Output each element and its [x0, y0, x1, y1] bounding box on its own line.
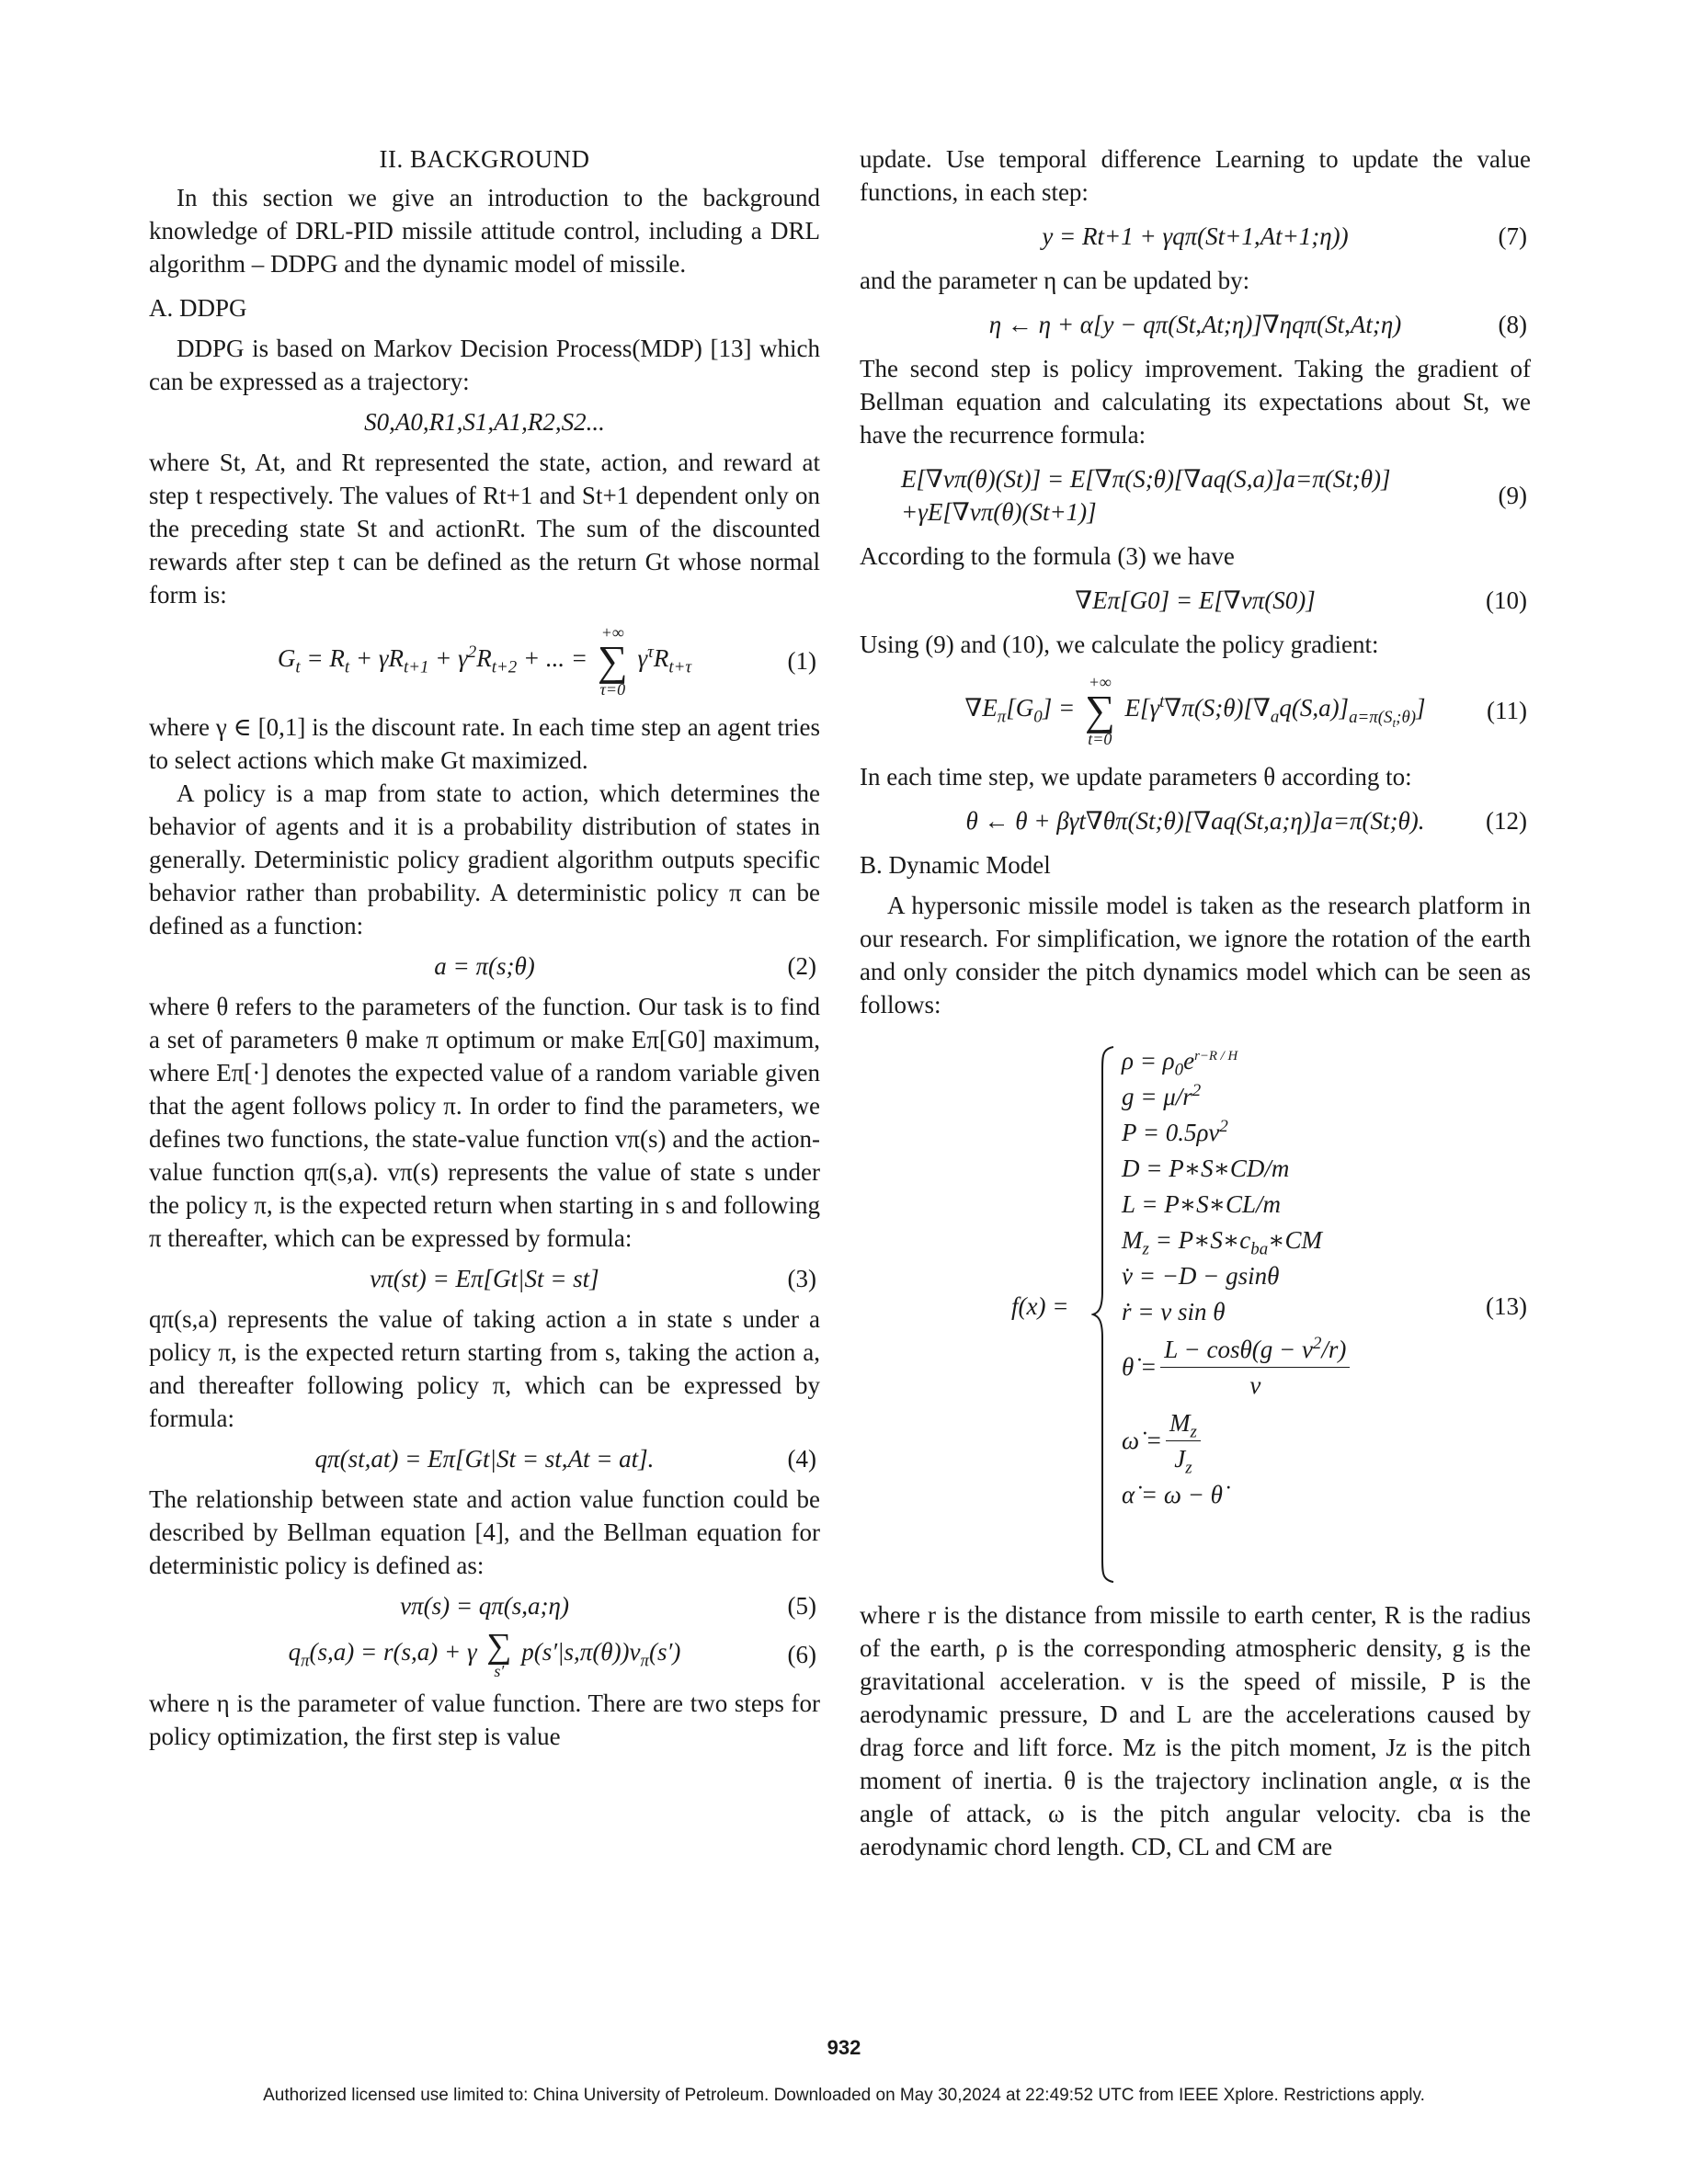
row-rdot: ṙ = v sin θ [1122, 1298, 1226, 1325]
left-column [149, 142, 820, 1753]
equation-5: vπ(s) = qπ(s,a;η) (5) [149, 1589, 820, 1622]
equation-1 [149, 624, 820, 698]
trajectory-equation: S0,A0,R1,S1,A1,R2,S2... [364, 408, 605, 436]
equation-1-body: $G_t = R_t + \gamma R_{t+1} + \gamma^2R_{t+2}$ + ... = +∞ ∑ τ=0 $\gamma^\tau R_{t+\tau}$ [277, 623, 692, 699]
theta-paragraph: where θ refers to the parameters of the function. Our task is to find a set of parameters θ make π optimum or make Eπ[G0] maximum, where Eπ[·] denotes the expected value of a random variable given that the agent follows policy π. In order to find the parameters, we defines two functions, the state-value function vπ(s) and the action-value function qπ(s,a). vπ(s) represents the value of state s under the policy π, is the expected return when starting in s and following π thereafter, which can be expressed by formula: [149, 993, 820, 1252]
equation-4: qπ(st,at) = Eπ[Gt|St = st,At = at]. (4) [149, 1442, 820, 1475]
right-column [860, 142, 1531, 1863]
second-step-paragraph: The second step is policy improvement. Taking the gradient of Bellman equation and calculating its expectations about St, we have the recurrence formula: [860, 355, 1531, 449]
row-g: $g = \mu/r^2$ [1122, 1081, 1202, 1110]
equation-3-number: (3) [787, 1265, 816, 1292]
row-rho: $\rho = \rho_0e^{r-R / H}$ [1122, 1047, 1238, 1080]
row-mz: $M_z$ = $P∗S∗c_{ba}∗CM$ [1122, 1226, 1323, 1259]
bellman-paragraph: The relationship between state and action value function could be described by Bellman equation [4], and the Bellman equation for deterministic policy is defined as: [149, 1485, 820, 1579]
equation-11 [860, 674, 1531, 747]
equation-13-lhs: f(x) = [1011, 1292, 1069, 1320]
equation-10-number: (10) [1486, 586, 1527, 614]
missile-paragraph: A hypersonic missile model is taken as the research platform in our research. For simplification, we ignore the rotation of the earth and only consider the pitch dynamics model which can be seen as follows: [860, 892, 1531, 1018]
policy-paragraph: A policy is a map from state to action, which determines the behavior of agents and it is a probability distribution of states in generally. Deterministic policy gradient algorithm outputs specific behavior rather than probability. A deterministic policy π can be defined as a function: [149, 779, 820, 939]
equation-13-rows [1122, 1043, 1353, 1513]
equation-7-number: (7) [1498, 222, 1527, 250]
states-paragraph: where St, At, and Rt represented the state, action, and reward at step t respectively. The values of Rt+1 and St+1 dependent only on the preceding state St and actionRt. The sum of the discounted rewards after step t can be defined as the return Gt whose normal form is: [149, 449, 820, 609]
equation-6-number: (6) [787, 1641, 816, 1668]
equation-9-line-2: +γE[∇vπ(θ)(St+1)] [901, 498, 1097, 526]
equation-8-number: (8) [1498, 311, 1527, 338]
section-title: II. BACKGROUND [379, 145, 590, 173]
intro-paragraph: In this section we give an introduction to the background knowledge of DRL-PID missile attitude control, including a DRL algorithm – DDPG and the dynamic model of missile. [149, 184, 820, 278]
equation-8: η ← η + α[y − qπ(St,At;η)]∇ηqπ(St,At;η) (8) [860, 308, 1531, 341]
row-thetadot: θ̇ = $\frac{L - \cos\theta(g - v^2/r)}{v}$ [1122, 1330, 1353, 1404]
row-omegadot: ω̇ = $\frac{M_z}{J_z}$ [1122, 1404, 1353, 1477]
equation-13-number: (13) [1486, 1292, 1527, 1320]
equation-5-number: (5) [787, 1592, 816, 1620]
equation-9-number: (9) [1498, 482, 1527, 509]
equation-10: ∇Eπ[G0] = E[∇vπ(S0)] (10) [860, 584, 1531, 617]
equation-2-number: (2) [787, 952, 816, 980]
equation-6 [149, 1627, 820, 1680]
gamma-paragraph: where γ ∈ [0,1] is the discount rate. In each time step an agent tries to select actions which make Gt maximized. [149, 713, 820, 774]
equation-9-line-1: E[∇vπ(θ)(St)] = E[∇π(S;θ)[∇aq(S,a)]a=π(St;θ)] [901, 465, 1391, 493]
row-alphadot: α̇ = ω − θ̇ [1122, 1481, 1223, 1508]
mdp-paragraph: DDPG is based on Markov Decision Process(MDP) [13] which can be expressed as a trajectory: [149, 335, 820, 395]
equation-6-body: $q_\pi(s,a) = r(s,a) + \gamma$ ∑ s′ $p(s'|s,\pi(\theta))v_\pi(s')$ [288, 1627, 681, 1680]
equation-12: θ ← θ + βγt∇θπ(St;θ)[∇aq(St,a;η)]a=π(St;θ). (12) [860, 804, 1531, 837]
each-step-paragraph: In each time step, we update parameters θ according to: [860, 763, 1412, 791]
subsection-title-ddpg: A. DDPG [149, 294, 247, 322]
equation-13 [860, 1043, 1531, 1586]
subsection-title-dynamic-model: B. Dynamic Model [860, 851, 1051, 879]
equation-4-number: (4) [787, 1445, 816, 1473]
curly-brace [1091, 1043, 1117, 1586]
equation-3: vπ(st) = Eπ[Gt|St = st] (3) [149, 1262, 820, 1295]
equation-1-number: (1) [787, 647, 816, 675]
row-d: D = P∗S∗CD/m [1122, 1155, 1290, 1182]
footer-note: Authorized licensed use limited to: China University of Petroleum. Downloaded on May 30,2024 at 22:49:52 UTC from IEEE Xplore. Restrictions apply. [263, 2086, 1425, 2105]
equation-11-body: $\nabla E_\pi[G_0]$ = +∞ ∑ t=0 $E[\gamma^t\nabla\pi(S;\theta)[\nabla_aq(S,a)]_{a=\pi(S_t;\theta)}]$ [964, 673, 1426, 748]
page-number: 932 [827, 2036, 861, 2059]
equation-7: y = Rt+1 + γqπ(St+1,At+1;η)) (7) [860, 220, 1531, 253]
where-paragraph: where r is the distance from missile to earth center, R is the radius of the earth, ρ is the corresponding atmospheric density, g is the gravitational acceleration. v is the speed of missile, P is the aerodynamic pressure, D and L are the accelerations caused by drag force and lift force. Mz is the pitch moment, Jz is the pitch moment of inertia. θ is the trajectory inclination angle, α is the angle of attack, ω is the pitch angular velocity. cba is the aerodynamic chord length. CD, CL and CM are [860, 1601, 1531, 1860]
row-vdot: v̇ = −D − gsinθ [1122, 1262, 1280, 1290]
update-paragraph: update. Use temporal difference Learning to update the value functions, in each step: [860, 145, 1531, 206]
equation-9 [860, 462, 1531, 529]
equation-11-number: (11) [1487, 697, 1527, 724]
parameter-paragraph: and the parameter η can be updated by: [860, 267, 1250, 294]
formula3-paragraph: According to the formula (3) we have [860, 542, 1235, 570]
using-paragraph: Using (9) and (10), we calculate the policy gradient: [860, 631, 1379, 658]
equation-2: a = π(s;θ) (2) [149, 950, 820, 983]
eta-paragraph: where η is the parameter of value function. There are two steps for policy optimization, the first step is value [149, 1689, 820, 1750]
equation-12-number: (12) [1486, 807, 1527, 835]
row-l: L = P∗S∗CL/m [1122, 1190, 1281, 1218]
row-p: $P = 0.5\rho v^2$ [1122, 1117, 1228, 1146]
q-function-paragraph: qπ(s,a) represents the value of taking action a in state s under a policy π, is the expected return starting from s, taking the action a, and thereafter following policy π, which can be expressed by formula: [149, 1305, 820, 1432]
